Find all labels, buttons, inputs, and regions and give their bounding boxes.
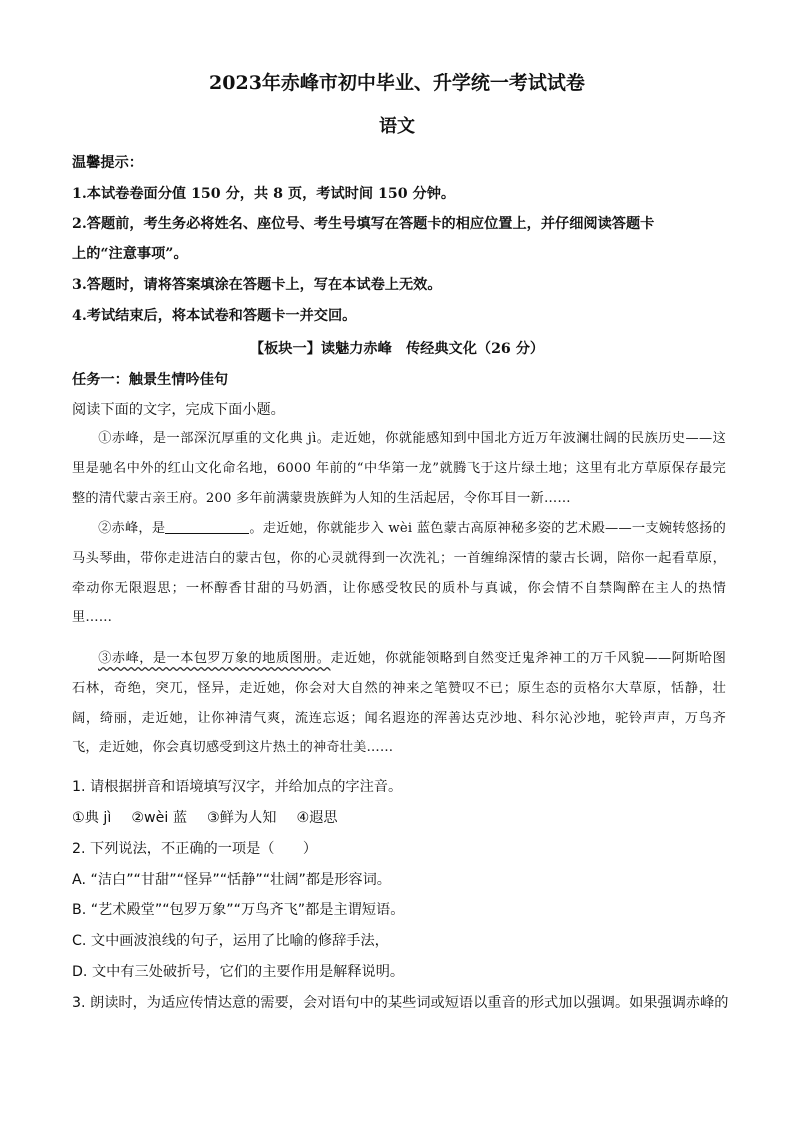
wavy-underlined-sentence: ③赤峰，是一本包罗万象的地质图册。 bbox=[98, 651, 331, 666]
question-2-option-a: A. “洁白”“甘甜”“怪异”“恬静”“壮阔”都是形容词。 bbox=[72, 872, 391, 888]
notice-item-2: 2.答题前，考生务必将姓名、座位号、考生号填写在答题卡的相应位置上，并仔细阅读答题卡 bbox=[72, 216, 655, 232]
notice-item-4: 4.考试结束后，将本试卷和答题卡一并交回。 bbox=[72, 308, 357, 324]
question-1-options: ①典 jì ②wèi 蓝 ③鲜为人知 ④遐思 bbox=[72, 810, 338, 826]
subject-title: 语文 bbox=[379, 116, 415, 137]
section-heading: 【板块一】读魅力赤峰 传经典文化（26 分） bbox=[249, 341, 545, 357]
passage-paragraph-3: ③赤峰，是一本包罗万象的地质图册。走近她，你就能领略到自然变迁鬼斧神工的万千风貌——阿斯哈图石林，奇绝，突兀，怪异，走近她，你会对大自然的神来之笔赞叹不已；原生态的贡格尔大草原，恬静，壮阔，绮丽，走近她，让你神清气爽，流连忘返；闻名遐迩的浑善达克沙地、科尔沁沙地，驼铃声声，万鸟齐飞，走近她，你会真切感受到这片热土的神奇壮美…… bbox=[72, 651, 726, 756]
question-2-option-b: B. “艺术殿堂”“包罗万象”“万鸟齐飞”都是主谓短语。 bbox=[72, 902, 405, 918]
notice-item-2-cont: 上的“注意事项”。 bbox=[72, 246, 188, 262]
passage-paragraph-2: ②赤峰，是 。走近她，你就能步入 wèi 蓝色蒙古高原神秘多姿的艺术殿——一支婉转悠扬的马头琴曲，带你走进洁白的蒙古包，你的心灵就得到一次洗礼；一首缠绵深情的蒙古长调，陪你一起看草原，牵动你无限遐思；一杯醇香甘甜的马奶酒，让你感受牧民的质朴与真诚，你会情不自禁陶醉在主人的热情里…… bbox=[72, 521, 726, 626]
notice-heading: 温馨提示： bbox=[72, 155, 143, 171]
question-1: 1. 请根据拼音和语境填写汉字，并给加点的字注音。 bbox=[72, 779, 403, 795]
notice-item-3: 3.答题时，请将答案填涂在答题卡上，写在本试卷上无效。 bbox=[72, 277, 442, 293]
task-heading: 任务一：触景生情吟佳句 bbox=[72, 372, 229, 388]
exam-title: 2023年赤峰市初中毕业、升学统一考试试卷 bbox=[209, 72, 585, 94]
question-2-option-d: D. 文中有三处破折号，它们的主要作用是解释说明。 bbox=[72, 964, 405, 980]
passage-paragraph-1: ①赤峰，是一部深沉厚重的文化典 jì。走近她，你就能感知到中国北方近万年波澜壮阔的民族历史——这里是驰名中外的红山文化命名地，6000 年前的“中华第一龙”就腾飞于这片绿土地；这里有北方草原保存最完整的清代蒙古亲王府。200 多年前满蒙贵族鲜为人知的生活起居，令你耳目一新…… bbox=[72, 431, 726, 506]
question-2: 2. 下列说法，不正确的一项是（ ） bbox=[72, 841, 318, 857]
question-3: 3. 朗读时，为适应传情达意的需要，会对语句中的某些词或短语以重音的形式加以强调。如果强调赤峰的 bbox=[72, 995, 729, 1011]
question-2-option-c: C. 文中画波浪线的句子，运用了比喻的修辞手法， bbox=[72, 933, 389, 949]
fill-blank bbox=[165, 519, 249, 534]
notice-item-1: 1.本试卷卷面分值 150 分，共 8 页，考试时间 150 分钟。 bbox=[72, 186, 456, 202]
reading-instruction: 阅读下面的文字，完成下面小题。 bbox=[72, 402, 285, 418]
